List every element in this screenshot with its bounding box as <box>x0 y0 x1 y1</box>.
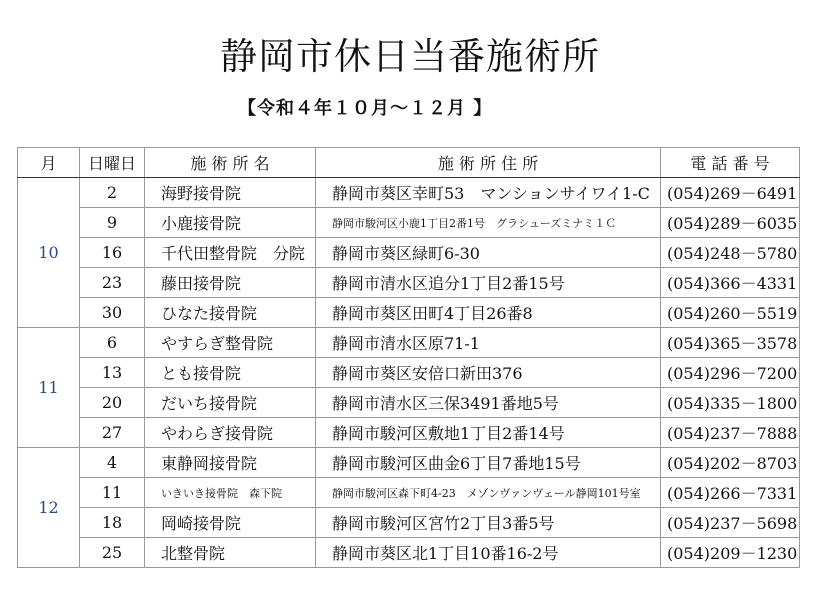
phone-cell: (054)365－3578 <box>661 328 800 358</box>
clinic-address-cell: 静岡市葵区緑町6-30 <box>316 238 661 268</box>
table-row <box>18 328 800 358</box>
table-row <box>18 298 800 328</box>
header-clinic-name: 施 術 所 名 <box>145 148 316 178</box>
day-cell: 27 <box>80 418 145 448</box>
table-row <box>18 448 800 478</box>
table-row <box>18 538 800 568</box>
table-row <box>18 418 800 448</box>
phone-cell: (054)260－5519 <box>661 298 800 328</box>
phone-cell: (054)237－5698 <box>661 508 800 538</box>
clinic-name-cell: 藤田接骨院 <box>145 268 316 298</box>
phone-cell: (054)335－1800 <box>661 388 800 418</box>
page-title: 静岡市休日当番施術所 <box>220 35 600 78</box>
table-row <box>18 478 800 508</box>
phone-cell: (054)289－6035 <box>661 208 800 238</box>
schedule-table <box>17 147 800 568</box>
month-cell: 12 <box>18 448 80 568</box>
table-row <box>18 388 800 418</box>
day-cell: 4 <box>80 448 145 478</box>
clinic-address-cell: 静岡市駿河区小鹿1丁目2番1号 グラシューズミナミ１Ｃ <box>316 208 661 238</box>
table-row <box>18 508 800 538</box>
clinic-name-cell: 千代田整骨院 分院 <box>145 238 316 268</box>
clinic-address-cell: 静岡市葵区安倍口新田376 <box>316 358 661 388</box>
clinic-address-cell: 静岡市駿河区敷地1丁目2番14号 <box>316 418 661 448</box>
phone-cell: (054)269－6491 <box>661 178 800 208</box>
phone-cell: (054)366－4331 <box>661 268 800 298</box>
header-clinic-address: 施 術 所 住 所 <box>316 148 661 178</box>
clinic-name-cell: 小鹿接骨院 <box>145 208 316 238</box>
day-cell: 20 <box>80 388 145 418</box>
period-subtitle: 【令和４年１０月～１２月 】 <box>238 98 493 119</box>
clinic-name-cell: 東静岡接骨院 <box>145 448 316 478</box>
clinic-name-cell: ひなた接骨院 <box>145 298 316 328</box>
phone-cell: (054)266－7331 <box>661 478 800 508</box>
clinic-name-cell: やわらぎ接骨院 <box>145 418 316 448</box>
day-cell: 16 <box>80 238 145 268</box>
phone-cell: (054)248－5780 <box>661 238 800 268</box>
clinic-name-cell: とも接骨院 <box>145 358 316 388</box>
table-row <box>18 178 800 208</box>
clinic-name-cell: 北整骨院 <box>145 538 316 568</box>
day-cell: 18 <box>80 508 145 538</box>
month-cell: 10 <box>18 178 80 328</box>
clinic-name-cell: 海野接骨院 <box>145 178 316 208</box>
header-row <box>18 148 800 178</box>
table-row <box>18 358 800 388</box>
day-cell: 9 <box>80 208 145 238</box>
header-sunday: 日曜日 <box>80 148 145 178</box>
table-row <box>18 268 800 298</box>
month-cell: 11 <box>18 328 80 448</box>
clinic-name-cell: 岡崎接骨院 <box>145 508 316 538</box>
phone-cell: (054)202－8703 <box>661 448 800 478</box>
clinic-name-cell: いきいき接骨院 森下院 <box>145 478 316 508</box>
table-row <box>18 238 800 268</box>
phone-cell: (054)237－7888 <box>661 418 800 448</box>
day-cell: 13 <box>80 358 145 388</box>
clinic-name-cell: だいち接骨院 <box>145 388 316 418</box>
clinic-address-cell: 静岡市駿河区宮竹2丁目3番5号 <box>316 508 661 538</box>
clinic-address-cell: 静岡市清水区三保3491番地5号 <box>316 388 661 418</box>
table-row <box>18 208 800 238</box>
clinic-address-cell: 静岡市駿河区森下町4-23 メゾンヴァンヴェール静岡101号室 <box>316 478 661 508</box>
day-cell: 2 <box>80 178 145 208</box>
clinic-name-cell: やすらぎ整骨院 <box>145 328 316 358</box>
header-phone: 電 話 番 号 <box>661 148 800 178</box>
day-cell: 23 <box>80 268 145 298</box>
schedule-body <box>18 178 800 568</box>
phone-cell: (054)209－1230 <box>661 538 800 568</box>
day-cell: 11 <box>80 478 145 508</box>
day-cell: 30 <box>80 298 145 328</box>
header-month: 月 <box>18 148 80 178</box>
clinic-address-cell: 静岡市駿河区曲金6丁目7番地15号 <box>316 448 661 478</box>
clinic-address-cell: 静岡市清水区原71-1 <box>316 328 661 358</box>
day-cell: 25 <box>80 538 145 568</box>
day-cell: 6 <box>80 328 145 358</box>
phone-cell: (054)296－7200 <box>661 358 800 388</box>
clinic-address-cell: 静岡市葵区田町4丁目26番8 <box>316 298 661 328</box>
clinic-address-cell: 静岡市清水区追分1丁目2番15号 <box>316 268 661 298</box>
clinic-address-cell: 静岡市葵区幸町53 マンションサイワイ1-C <box>316 178 661 208</box>
clinic-address-cell: 静岡市葵区北1丁目10番16-2号 <box>316 538 661 568</box>
